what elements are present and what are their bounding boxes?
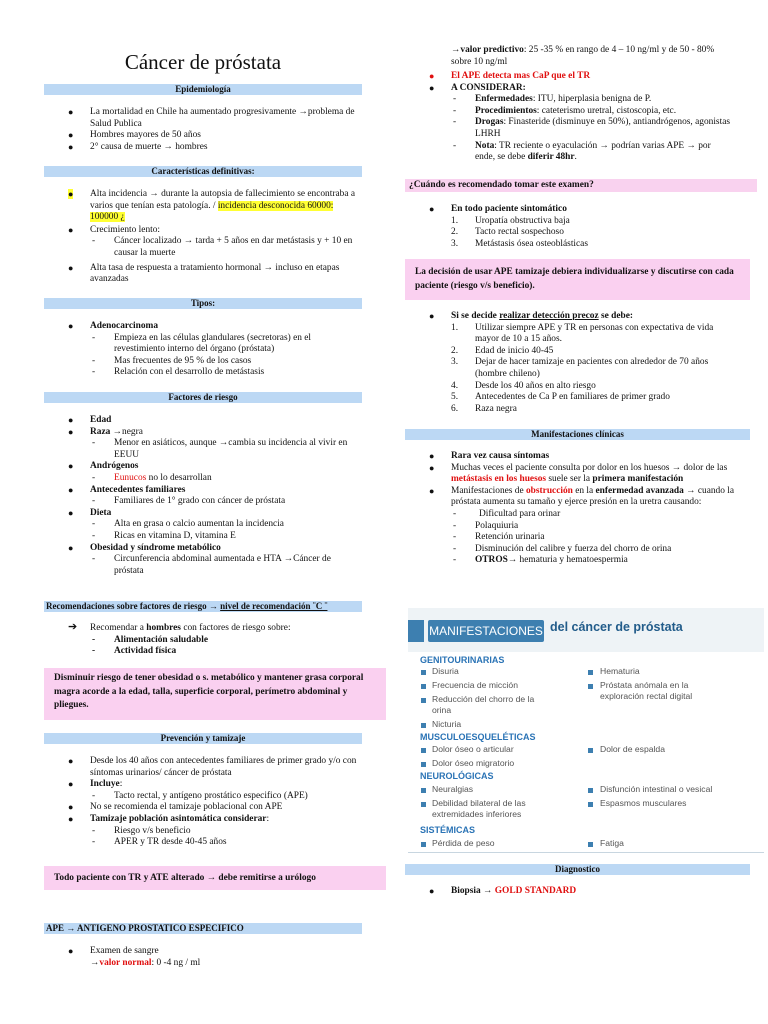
category-genitourinarias: GENITOURINARIAS bbox=[420, 655, 505, 665]
divider bbox=[408, 852, 764, 853]
section-header-factores-riesgo: Factores de riesgo bbox=[44, 392, 362, 403]
list-item: 3. Dejar de hacer tamizaje en pacientes con alrededor de 70 años (hombre chileno) bbox=[451, 357, 709, 379]
ape-list bbox=[68, 946, 362, 969]
bullet-square-icon bbox=[421, 762, 426, 767]
list-item: - Circunferencia abdominal aumentada e HTA →Cáncer de próstata bbox=[92, 554, 331, 576]
list-item: ● Biopsia → GOLD STANDARD bbox=[429, 886, 577, 896]
info-item: Fatiga bbox=[600, 838, 624, 848]
bullet-square-icon bbox=[588, 684, 593, 689]
section-header-caracteristicas: Características definitivas: bbox=[44, 166, 362, 177]
list-item: 3. Metástasis ósea osteoblásticas bbox=[451, 238, 588, 249]
list-item: 5. Antecedentes de Ca P en familiares de primer grado bbox=[451, 392, 670, 403]
list-item: ● El APE detecta mas CaP que el TR bbox=[429, 71, 591, 81]
list-item: ● Desde los 40 años con antecedentes familiares de primer grado y/o con síntomas urinarios/ cáncer de próstata bbox=[68, 756, 357, 778]
bullet-square-icon bbox=[588, 788, 593, 793]
bullet-square-icon bbox=[421, 670, 426, 675]
section-header-diagnostico: Diagnostico bbox=[405, 864, 750, 875]
list-item: ● Hombres mayores de 50 años bbox=[68, 130, 201, 141]
list-item: - Riesgo v/s beneficio bbox=[92, 825, 191, 836]
section-header-manifestaciones: Manifestaciones clínicas bbox=[405, 429, 750, 440]
list-item: - Retención urinaria bbox=[453, 532, 545, 543]
bullet-square-icon bbox=[421, 842, 426, 847]
list-item: - Cáncer localizado → tarda + 5 años en dar metástasis y + 10 en causar la muerte bbox=[92, 236, 353, 258]
list-item: - Procedimientos: cateterismo uretral, cistoscopia, etc. bbox=[453, 105, 677, 116]
bullet-square-icon bbox=[588, 842, 593, 847]
list-item: ● Tamizaje población asintomática considerar: bbox=[68, 813, 270, 824]
info-item: Disfunción intestinal o vesical bbox=[600, 784, 713, 794]
list-item: ● No se recomienda el tamizaje poblacional con APE bbox=[68, 802, 283, 813]
list-item: ● Muchas veces el paciente consulta por dolor en los huesos → dolor de las metástasis en los huesos suele ser la primera manifestación bbox=[429, 462, 728, 485]
list-item: ● Incluye: bbox=[68, 779, 123, 790]
sintomatico-list bbox=[429, 204, 731, 250]
list-item: ● Antecedentes familiares bbox=[68, 484, 186, 495]
list-item: ● Alta tasa de respuesta a tratamiento hormonal → incluso en etapas avanzadas bbox=[68, 262, 340, 285]
list-item: ➔ Recomendar a hombres con factores de riesgo sobre: bbox=[68, 621, 291, 633]
list-item: - Enfermedades: ITU, hiperplasia benigna de P. bbox=[453, 94, 652, 105]
list-item: - Ricas en vitamina D, vitamina E bbox=[92, 530, 236, 541]
list-item: ● Edad bbox=[68, 415, 112, 425]
list-item: - Relación con el desarrollo de metástasis bbox=[92, 367, 265, 378]
list-item: 2. Tacto rectal sospechoso bbox=[451, 227, 564, 238]
section-header-ape: APE → ANTIGENO PROSTATICO ESPECIFICO bbox=[44, 923, 362, 934]
factores-riesgo-list bbox=[68, 415, 362, 577]
list-item: 2. Edad de inicio 40-45 bbox=[451, 345, 554, 356]
bullet-square-icon bbox=[421, 684, 426, 689]
tipos-list bbox=[68, 321, 362, 379]
page-title: Cáncer de próstata bbox=[124, 50, 282, 74]
list-item: - Disminución del calibre y fuerza del chorro de orina bbox=[453, 543, 672, 554]
list-item: ● Examen de sangre bbox=[68, 946, 159, 956]
info-item: Pérdida de peso bbox=[432, 838, 495, 848]
section-header-epidemiologia: Epidemiología bbox=[44, 84, 362, 95]
bullet-square-icon bbox=[421, 748, 426, 753]
list-item: ● Si se decide realizar detección precoz se debe: bbox=[429, 311, 634, 321]
diagnostico-list bbox=[429, 886, 731, 898]
list-item: ● Rara vez causa síntomas bbox=[429, 451, 550, 461]
list-item: 4. Desde los 40 años en alto riesgo bbox=[451, 380, 596, 391]
list-item: - Tacto rectal, y antígeno prostático especifico (APE) bbox=[92, 790, 308, 801]
epidemiologia-list bbox=[68, 107, 362, 153]
info-item: Dolor óseo o articular bbox=[432, 744, 514, 754]
list-item: ● 2° causa de muerte → hombres bbox=[68, 141, 208, 152]
list-item: ● Obesidad y síndrome metabólico bbox=[68, 542, 221, 553]
infographic-stripe bbox=[408, 620, 424, 642]
list-item: - Actividad física bbox=[92, 646, 177, 657]
info-item: Dolor de espalda bbox=[600, 744, 665, 754]
bullet-square-icon bbox=[421, 802, 426, 807]
category-neurologicas: NEUROLÓGICAS bbox=[420, 771, 494, 781]
list-item: ● Dieta bbox=[68, 507, 112, 518]
ape-considerar-list bbox=[429, 71, 731, 164]
note-box-decision: La decisión de usar APE tamizaje debiera individualizarse y discutirse con cada paciente (riesgo v/s beneficio). bbox=[405, 259, 750, 300]
info-item: Reducción del chorro de la orina bbox=[432, 694, 535, 715]
list-item: - Drogas: Finasteride (disminuye en 50%), antiandrógenos, agonistas LHRH bbox=[453, 117, 730, 139]
list-item: ● Adenocarcinoma bbox=[68, 321, 159, 331]
list-item: - Eunucos no lo desarrollan bbox=[92, 472, 212, 483]
info-item: Espasmos musculares bbox=[600, 798, 687, 808]
list-item: - Mas frecuentes de 95 % de los casos bbox=[92, 355, 252, 366]
category-musculoesqueleticas: MUSCULOESQUELÉTICAS bbox=[420, 732, 536, 742]
list-item: - Nota: TR reciente o eyaculación → podrían varias APE → por ende, se debe diferir 48hr. bbox=[453, 140, 711, 163]
question-header: ¿Cuándo es recomendado tomar este examen? bbox=[405, 179, 757, 192]
list-item: - Familiares de 1° grado con cáncer de próstata bbox=[92, 496, 286, 507]
manifestaciones-infographic bbox=[408, 608, 764, 854]
list-item: 1. Utilizar siempre APE y TR en personas con expectativa de vida mayor de 10 a 15 años. bbox=[451, 322, 714, 345]
caracteristicas-list bbox=[68, 189, 362, 286]
info-item: Debilidad bilateral de las extremidades inferiores bbox=[432, 798, 526, 819]
list-item: ● Manifestaciones de obstrucción en la enfermedad avanzada → cuando la próstata aumenta su tamaño y ejerce presión en la uretra causando: bbox=[429, 485, 735, 508]
recomendaciones-list bbox=[68, 621, 362, 658]
category-sistemicas: SISTÉMICAS bbox=[420, 825, 476, 835]
bullet-square-icon bbox=[421, 698, 426, 703]
info-item: Frecuencia de micción bbox=[432, 680, 518, 690]
info-item: Nicturia bbox=[432, 719, 462, 729]
info-item: Neuralgias bbox=[432, 784, 474, 794]
list-item: - Alta en grasa o calcio aumentan la incidencia bbox=[92, 519, 284, 530]
list-item: - Polaquiuria bbox=[453, 520, 519, 531]
bullet-square-icon bbox=[588, 748, 593, 753]
info-item: Dolor óseo migratorio bbox=[432, 758, 515, 768]
list-item: - Alimentación saludable bbox=[92, 634, 209, 645]
list-item: ● Raza →negra bbox=[68, 426, 143, 437]
section-header-recomendaciones: Recomendaciones sobre factores de riesgo → nivel de recomendación ¨C ¨ bbox=[44, 601, 362, 612]
note-box-urologo: Todo paciente con TR y ATE alterado → debe remitirse a urólogo bbox=[44, 866, 386, 890]
info-item: Disuria bbox=[432, 666, 459, 676]
section-header-tipos: Tipos: bbox=[44, 298, 362, 309]
valor-predictivo: →valor predictivo: 25 -35 % en rango de 4 – 10 ng/ml y de 50 - 80% sobre 10 ng/ml bbox=[451, 45, 715, 67]
prevencion-list bbox=[68, 756, 362, 849]
list-item: ● En todo paciente sintomático bbox=[429, 204, 567, 214]
info-item: Próstata anómala en la exploración rectal digital bbox=[600, 680, 693, 701]
bullet-square-icon bbox=[421, 723, 426, 728]
info-item: Hematuria bbox=[600, 666, 640, 676]
list-item: - Dificultad para orinar bbox=[453, 508, 561, 519]
list-item: ● Crecimiento lento: bbox=[68, 224, 161, 235]
infographic-title: del cáncer de próstata bbox=[550, 620, 683, 634]
list-item: 6. Raza negra bbox=[451, 403, 517, 414]
list-item: ● Alta incidencia → durante la autopsia de fallecimiento se encontraba a varios que tenían esta patología. / incidencia desconocida 60000: 100000 ¿ bbox=[68, 189, 355, 223]
list-item: ● La mortalidad en Chile ha aumentado progresivamente →problema de Salud Publica bbox=[68, 107, 355, 129]
bullet-square-icon bbox=[421, 788, 426, 793]
list-item: - OTROS→ hematuria y hematoespermia bbox=[453, 555, 628, 566]
list-item: →valor normal: 0 -4 ng / ml bbox=[90, 957, 201, 968]
note-box-obesidad: Disminuir riesgo de tener obesidad o s. metabólico y mantener grasa corporal magra acorde a la edad, talla, superficie corporal, perímetro abdominal y pliegues. bbox=[44, 668, 386, 720]
deteccion-precoz-list bbox=[429, 311, 736, 415]
list-item: ● A CONSIDERAR: bbox=[429, 82, 526, 93]
bullet-square-icon bbox=[588, 802, 593, 807]
list-item: - APER y TR desde 40-45 años bbox=[92, 837, 227, 848]
list-item: 1. Uropatía obstructiva baja bbox=[451, 215, 570, 226]
infographic-tab: MANIFESTACIONES bbox=[428, 620, 544, 642]
bullet-square-icon bbox=[588, 670, 593, 675]
manifestaciones-list bbox=[429, 451, 741, 567]
list-item: - Empieza en las células glandulares (secretoras) en el revestimiento interno del órgano (próstata) bbox=[92, 332, 312, 355]
section-header-prevencion: Prevención y tamizaje bbox=[44, 733, 362, 744]
list-item: ● Andrógenos bbox=[68, 461, 139, 472]
list-item: - Menor en asiáticos, aunque →cambia su incidencia al vivir en EEUU bbox=[92, 438, 348, 460]
